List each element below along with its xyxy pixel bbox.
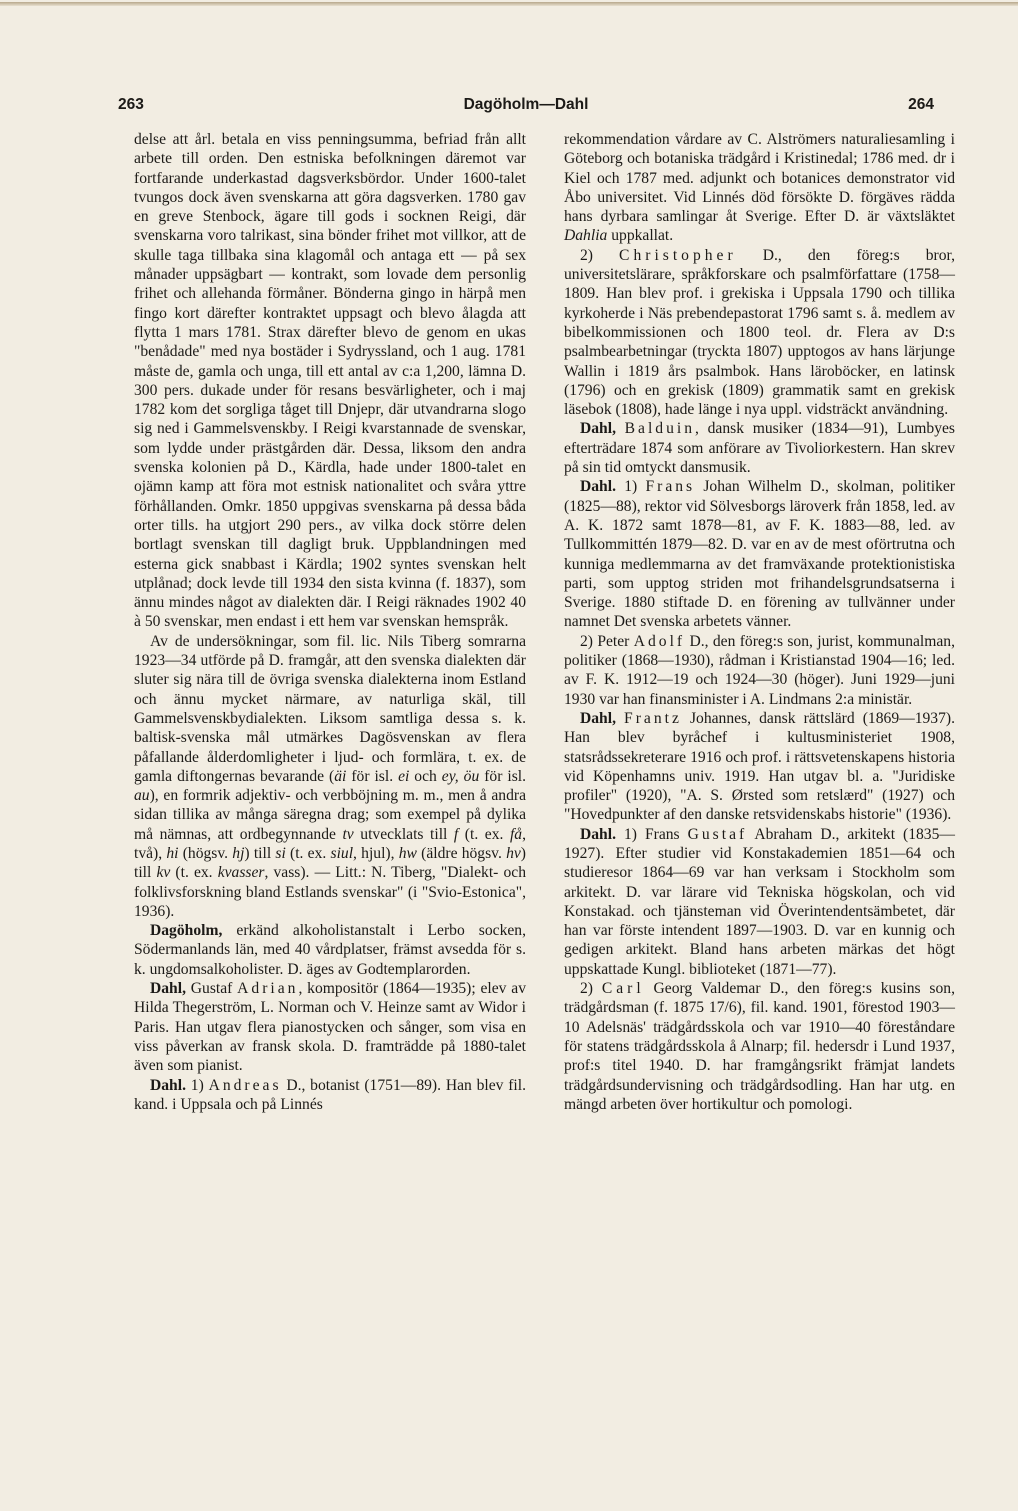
headword: Dahl, xyxy=(580,709,616,727)
headword: Dagöholm, xyxy=(150,922,223,940)
headword: Dahl. xyxy=(150,1076,186,1094)
running-title: Dagöholm—Dahl xyxy=(463,96,589,113)
paragraph-dago-dialect: Av de undersökningar, som fil. lic. Nils Tiberg somrarna 1923—34 utförde på D. framgår, att den svenska dialekten där sluter sig nära till de övriga svenska dialekterna inom Estland och ännu mycket närmare, av naturliga skäl, till Gammelsvenskbydialekten. Liksom samtliga dessa s. k. baltisk-svenska mål utmärkes Dagösvenskan av flera påfallande ålderdomligheter i ljud- och formlära, t. ex. de gamla diftongernas bevarande (äi för isl. ei och ey, öu för isl. au), en formrik adjektiv- och verbböjning m. m., men å andra sidan tillika av många säregna drag; som exempel på dylika må nämnas, att ordbegynnande tv utvecklats till f (t. ex. få, två), hi (högsv. hj) till si (t. ex. siul, hjul), hw (äldre högsv. hv) till kv (t. ex. kvasser, vass). — Litt.: N. Tiberg, "Dialekt- och folklivsforskning bland Estlands svenskar" (i "Svio-Estonica", 1936). xyxy=(134,632,526,920)
entry-dahl-carl: 2) Carl Georg Valdemar D., den föreg:s kusins son, trädgårdsman (f. 1875 17/6), fil. kand. 1901, förestod 1903—10 Adelsnäs' trädgårdsskola och var 1910—40 föreståndare för statens trädgårdsskola å Alnarp; fil. hedersdr i Lund 1937, prof:s titel 1940. D. har framgångsrikt främjat landets trädgårdsundervisning och trädgårdsodling. Han har utg. en mängd arbeten över hortikultur och pomologi. xyxy=(564,980,955,1113)
entry-dahl-frantz: Dahl, Frantz Johannes, dansk rättslärd (1869—1937). Han blev byråchef i kultusministeriet 1908, statsrådssekreterare 1916 och prof. i rättsvetenskapens historia vid Köpenhamns univ. 1919. Han utgav bl. a. "Juridiske profiler" (1920), "A. S. Ørsted som retslærd" (1927) och "Hovedpunkter af den danske retsvidenskabs historie" (1936). xyxy=(564,709,955,824)
entry-dahl-christopher: 2) Christopher D., den föreg:s bror, universitetslärare, språkforskare och psalmförfattare (1758—1809. Han blev prof. i grekiska i Uppsala 1790 och tillika kyrkoherde i Näs prebendepastorat 1796 samt s. å. medlem av bibelkommissionen och 1800 teol. dr. Flera av D:s psalmbearbetningar (tryckta 1807) upptogos av hans lärjunge Wallin i 1819 års psalmbok. Hans läroböcker, en latinsk (1796) och en grekisk (1809) grammatik samt en grekisk läsebok (1808), hade länge i nya uppl. vidsträckt användning. xyxy=(564,246,955,419)
headword: Dahl, xyxy=(150,980,186,998)
entry-dahl-adolf: 2) Peter Adolf D., den föreg:s son, jurist, kommunalman, politiker (1868—1930), rådman i Kristianstad 1904—16; led. av F. K. 1912—19 och 1924—30 (höger). Juni 1929—juni 1930 var han finansminister i A. Lindmans 2:a ministär. xyxy=(564,632,955,708)
headword: Dahl. xyxy=(580,478,616,496)
page-top-edge xyxy=(0,2,1018,6)
entry-dahl-adrian: Dahl, Gustaf Adrian, kompositör (1864—1935); elev av Hilda Thegerström, L. Norman och V. Heinze samt av Widor i Paris. Han utgav flera pianostycken och sånger, som visa en viss påverkan av fransk skola. D. framträdde på 1880-talet även som pianist. xyxy=(134,980,526,1075)
page-header xyxy=(118,96,934,120)
entry-dahl-frans: Dahl. 1) Frans Johan Wilhelm D., skolman, politiker (1825—88), rektor vid Sölvesborgs läroverk från 1858, led. av A. K. 1872 samt 1878—81, av F. K. 1883—88, led. av Tullkommittén 1879—82. D. var en av de mest oförtrutna och kunniga medlemmarna av det framväxande protektionistiska parti, som upptog striden mot frihandelsgrundsatserna i Sverige. 1880 stiftade D. en förening av tullvänner under namnet Det svenska arbetets vänner. xyxy=(564,478,955,631)
entry-dahl-gustaf: Dahl. 1) Frans Gustaf Abraham D., arkitekt (1835—1927). Efter studier vid Konstakademien 1851—64 och studieresor 1864—69 var han verksam i Stockholm som arkitekt. D. var lärare vid Tekniska högskolan, och vid Konstakad. och tjänsteman vid Överintendentsämbetet, där han var förste intendent 1897—1903. D. var en kunnig och gedigen arkitekt. Bland hans arbeten märkas det högt uppskattade Kungl. biblioteket (1871—77). xyxy=(564,825,955,978)
entry-dahl-balduin: Dahl, Balduin, dansk musiker (1834—91), Lumbyes efterträdare 1874 som anförare av Tivoliorkestern. Han skrev på sin tid omtyckt dansmusik. xyxy=(564,420,955,477)
right-column xyxy=(564,130,955,1114)
entry-dagoholm: Dagöholm, erkänd alkoholistanstalt i Lerbo socken, Södermanlands län, med 40 vårdplatser, främst avsedda för s. k. ungdomsalkoholister. D. äges av Godtemplarorden. xyxy=(134,922,526,978)
entry-dahl-andreas: Dahl. 1) Andreas D., botanist (1751—89). Han blev fil. kand. i Uppsala och på Linnés xyxy=(134,1076,526,1113)
left-column xyxy=(134,130,526,1114)
headword: Dahl, xyxy=(580,420,616,438)
paragraph-andreas-cont: rekommendation vårdare av C. Alströmers naturaliesamling i Göteborg och botaniska trädgård i Kristinedal; 1786 med. dr i Kiel och 1787 med. adjunkt och botanices demonstrator vid Åbo universitet. Vid Linnés död försökte D. förgäves rädda hans dyrbara samlingar åt Sverige. Efter D. är växtsläktet Dahlia uppkallat. xyxy=(564,131,955,245)
page-number-right: 264 xyxy=(908,96,934,113)
headword: Dahl. xyxy=(580,825,616,843)
page-number-left: 263 xyxy=(118,96,144,113)
paragraph-dago-history: delse att årl. betala en viss penningsumma, befriad från allt arbete till orden. Den estniska befolkningen däremot var fortfarande underkastad dagsverksbördor. Under 1600-talet tvungos dock även svenskarna att göra dagsverken. 1780 gav en greve Stenbock, ägare till gods i socknen Reigi, där svenskarna voro talrikast, sina bönder frihet mot villkor, att de skulle taga tillbaka sina klagomål och antaga ett — på sex månader uppsägbart — kontrakt, som lovade dem personlig frihet och allehanda förmåner. Bönderna gingo in härpå men fingo kort därefter kontraktet uppsagt och blevo ålagda att flytta 1 mars 1781. Strax därefter blevo de genom en ukas "benådade" med nya bostäder i Sydryssland, och 1 aug. 1781 måste de, gamla och unga, till ett antal av c:a 1,200, lämna D. 300 pers. dukade under för resans besvärligheter, och i maj 1782 kom det sorgliga tåget till Dnjepr, där utvandrarna slogo sig ned i Gammelsvenskby. I Reigi kvarstannade de svenskar, som lydde under prästgården där. Dessa, liksom den andra svenska kolonien på D., Kärdla, hade under 1800-talet en ojämn kamp att föra mot estnisk nationalitet och svåra yttre förhållanden. Omkr. 1850 uppgivas svenskarna på dessa båda orter tills. ha utgjort 290 pers., av vilka dock större delen bortlagt svenskan till dagligt bruk. Uppblandningen med esterna gick snabbast i Kärdla; 1902 syntes svenskan helt utplånad; dock levde till 1934 den sista kvinna (f. 1837), som ännu mindes något av dialekten där. I Reigi räknades 1902 40 à 50 svenskar, men endast i ett hem var svenskan hemspråk. xyxy=(134,131,526,631)
